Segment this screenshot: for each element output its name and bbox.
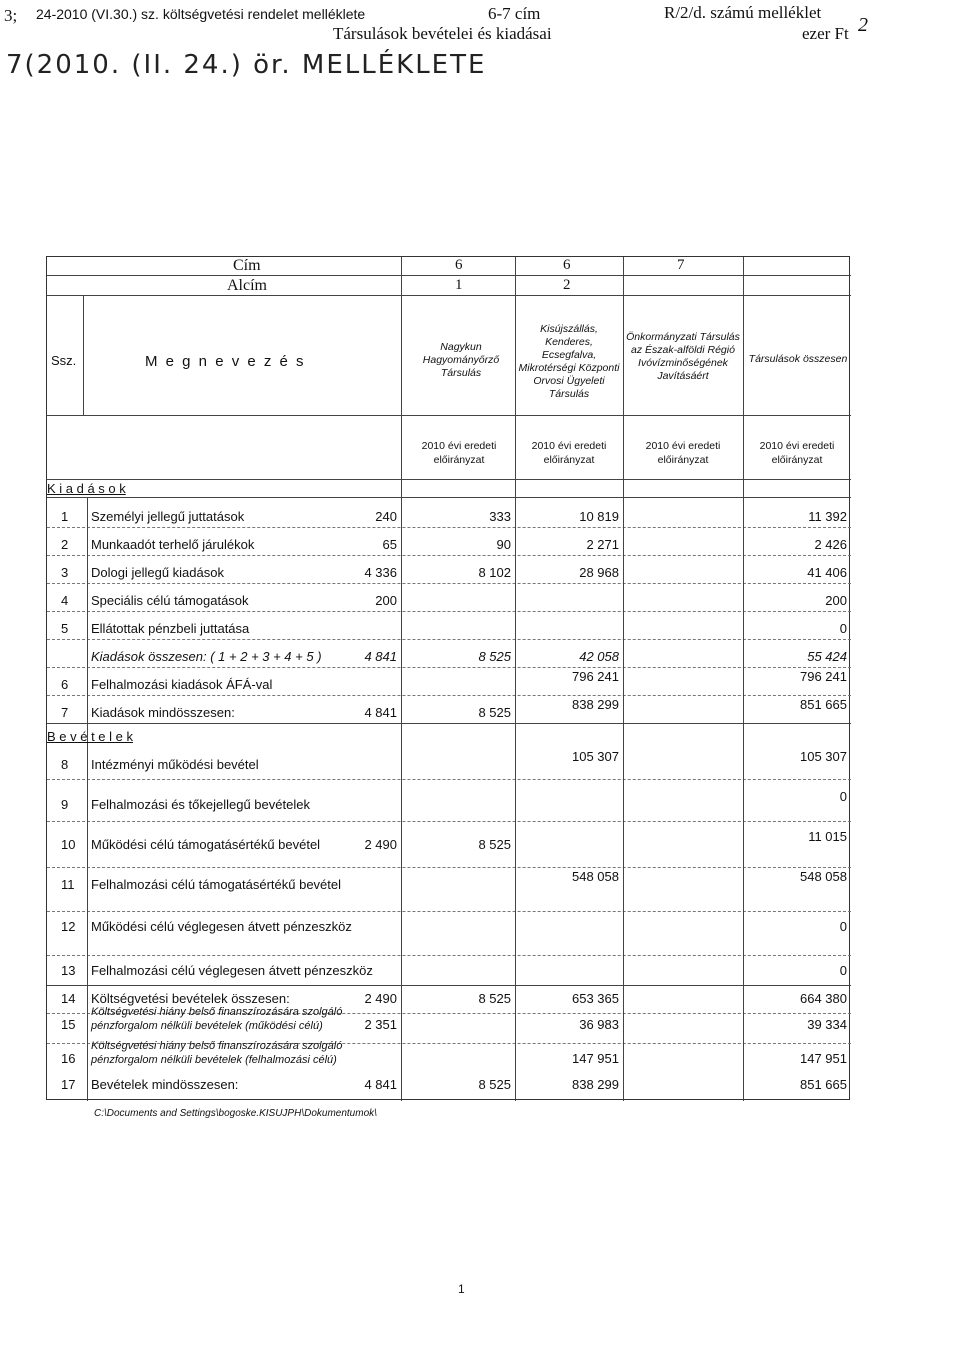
row-value-col-3: 838 299 [572,697,619,712]
row-label: Dologi jellegű kiadások [91,565,224,580]
col-header-nagykun: Nagykun Hagyományőrző Társulás [422,341,500,379]
row-value-col-1: 2 490 [364,991,397,1006]
row-value-col-4: 0 [839,621,847,636]
alcim-value-1: 1 [455,277,463,293]
row-number: 15 [61,1017,76,1032]
row-value-col-3: 42 058 [579,649,619,664]
cim-label: Cím [233,257,261,274]
cim-header: 6-7 cím [488,4,541,23]
row-number: 8 [61,757,69,772]
row-value-col-4: 0 [839,919,847,934]
file-path: C:\Documents and Settings\bogoske.KISUJPH\Dokumentumok\ [94,1108,377,1119]
row-value-col-3: 838 299 [572,1077,619,1092]
row-value-col-3: 28 968 [579,565,619,580]
section-bevetelek: B e v é t e l e k [47,729,133,744]
megnevezes-header: M e g n e v e z é s [145,353,306,370]
row-value-col-4: 55 424 [807,649,847,664]
col-header-osszesen: Társulások összesen [748,353,848,365]
row-value-col-4: 0 [839,963,847,978]
page-subtitle: Társulások bevételei és kiadásai [333,24,552,43]
row-value-col-1: 240 [375,509,397,524]
row-value-col-4: 851 665 [800,697,847,712]
row-value-col-2: 8 525 [478,991,511,1006]
row-number: 13 [61,963,76,978]
col-sub-3: 2010 évi eredeti előirányzat [645,440,721,466]
row-label: Felhalmozási és tőkejellegű bevételek [91,797,310,812]
row-value-col-4: 11 015 [808,829,847,844]
row-number: 11 [61,877,75,892]
row-value-col-2: 8 525 [478,649,511,664]
row-number: 5 [61,621,69,636]
ssz-header: Ssz. [51,353,77,368]
row-number: 1 [61,509,69,524]
row-label: Költségvetési bevételek összesen: [91,991,290,1006]
row-label: Munkaadót terhelő járulékok [91,537,255,552]
row-label: Speciális célú támogatások [91,593,249,608]
row-value-col-4: 796 241 [800,669,847,684]
row-value-col-4: 2 426 [814,537,847,552]
row-value-col-3: 105 307 [572,749,619,764]
row-number: 3 [61,565,69,580]
section-kiadasok: K i a d á s o k [47,481,126,496]
row-value-col-1: 4 841 [364,649,397,664]
row-value-col-2: 8 525 [478,837,511,852]
row-label: Működési célú véglegesen átvett pénzeszköz [91,919,352,934]
row-value-col-1: 65 [382,537,397,552]
cim-value-3: 7 [677,257,685,273]
row-label: Kiadások mindösszesen: [91,705,235,720]
row-value-col-1: 4 841 [364,705,397,720]
row-value-col-4: 664 380 [800,991,847,1006]
row-value-col-1: 2 351 [364,1017,397,1032]
row-value-col-2: 8 525 [478,1077,511,1092]
row-label: Felhalmozási célú támogatásértékű bevétel [91,877,342,892]
decree-reference: 24-2010 (VI.30.) sz. költségvetési rendelet melléklete [36,6,366,22]
row-number: 12 [61,919,76,934]
row-value-col-4: 851 665 [800,1077,847,1092]
row-number: 2 [61,537,69,552]
cim-value-1: 6 [455,257,463,273]
row-number: 4 [61,593,69,608]
row-value-col-3: 653 365 [572,991,619,1006]
row-label: Bevételek mindösszesen: [91,1077,239,1092]
row-value-col-2: 8 102 [478,565,511,580]
col-header-ugyelet: Kisújszállás, Kenderes, Ecsegfalva, Mikrotérségi Központi Orvosi Ügyeleti Társulás [518,323,620,400]
page-tag: 3; [4,6,18,25]
row-value-col-4: 147 951 [800,1051,847,1066]
row-value-col-3: 147 951 [572,1051,619,1066]
row-value-col-3: 10 819 [579,509,619,524]
row-number: 6 [61,677,69,692]
row-value-col-4: 200 [825,593,847,608]
unit-label: ezer Ft [802,24,849,43]
row-label: Működési célú támogatásértékű bevétel [91,837,321,852]
row-label: Személyi jellegű juttatások [91,509,245,524]
row-value-col-1: 4 336 [364,565,397,580]
row-number: 14 [61,991,76,1006]
row-value-col-2: 8 525 [478,705,511,720]
handwritten-annotation: 7(2010. (II. 24.) ör. MELLÉKLETE [6,50,487,80]
row-value-col-3: 796 241 [572,669,619,684]
alcim-value-2: 2 [563,277,571,293]
row-number: 16 [61,1051,76,1066]
row-value-col-1: 4 841 [364,1077,397,1092]
row-value-col-4: 41 406 [807,565,847,580]
row-number: 9 [61,797,69,812]
row-value-col-1: 2 490 [364,837,397,852]
row-label: Költségvetési hiány belső finanszírozására szolgáló pénzforgalom nélküli bevételek (működési célú) [91,1006,343,1032]
row-label: Ellátottak pénzbeli juttatása [91,621,250,636]
row-number: 10 [61,837,76,852]
row-value-col-4: 548 058 [800,869,847,884]
col-sub-2: 2010 évi eredeti előirányzat [531,440,607,466]
col-sub-1: 2010 évi eredeti előirányzat [421,440,497,466]
corner-mark: 2 [858,14,868,36]
row-label: Felhalmozási kiadások ÁFÁ-val [91,677,273,692]
row-label: Felhalmozási célú véglegesen átvett pénzeszköz [91,963,373,978]
row-value-col-2: 333 [489,509,511,524]
col-sub-4: 2010 évi eredeti előirányzat [759,440,835,466]
row-value-col-4: 105 307 [800,749,847,764]
row-value-col-1: 200 [375,593,397,608]
row-value-col-3: 2 271 [586,537,619,552]
row-value-col-4: 11 392 [808,509,847,524]
row-label: Kiadások összesen: ( 1 + 2 + 3 + 4 + 5 ) [91,649,322,664]
row-value-col-4: 0 [839,789,847,804]
row-label: Intézményi működési bevétel [91,757,259,772]
row-value-col-4: 39 334 [807,1017,847,1032]
row-value-col-2: 90 [496,537,511,552]
row-number: 7 [61,705,69,720]
page-number: 1 [458,1282,465,1296]
annex-number: R/2/d. számú melléklet [664,3,822,22]
row-value-col-3: 36 983 [579,1017,619,1032]
cim-value-2: 6 [563,257,571,273]
row-label: Költségvetési hiány belső finanszírozására szolgáló pénzforgalom nélküli bevételek (felhalmozási célú) [91,1040,343,1066]
row-value-col-3: 548 058 [572,869,619,884]
budget-table [46,256,850,1100]
col-header-ivoviz: Önkormányzati Társulás az Észak-alföldi Régió Ivóvízminőségének Javításáért [626,331,740,382]
alcim-label: Alcím [227,277,267,294]
row-number: 17 [61,1077,76,1092]
